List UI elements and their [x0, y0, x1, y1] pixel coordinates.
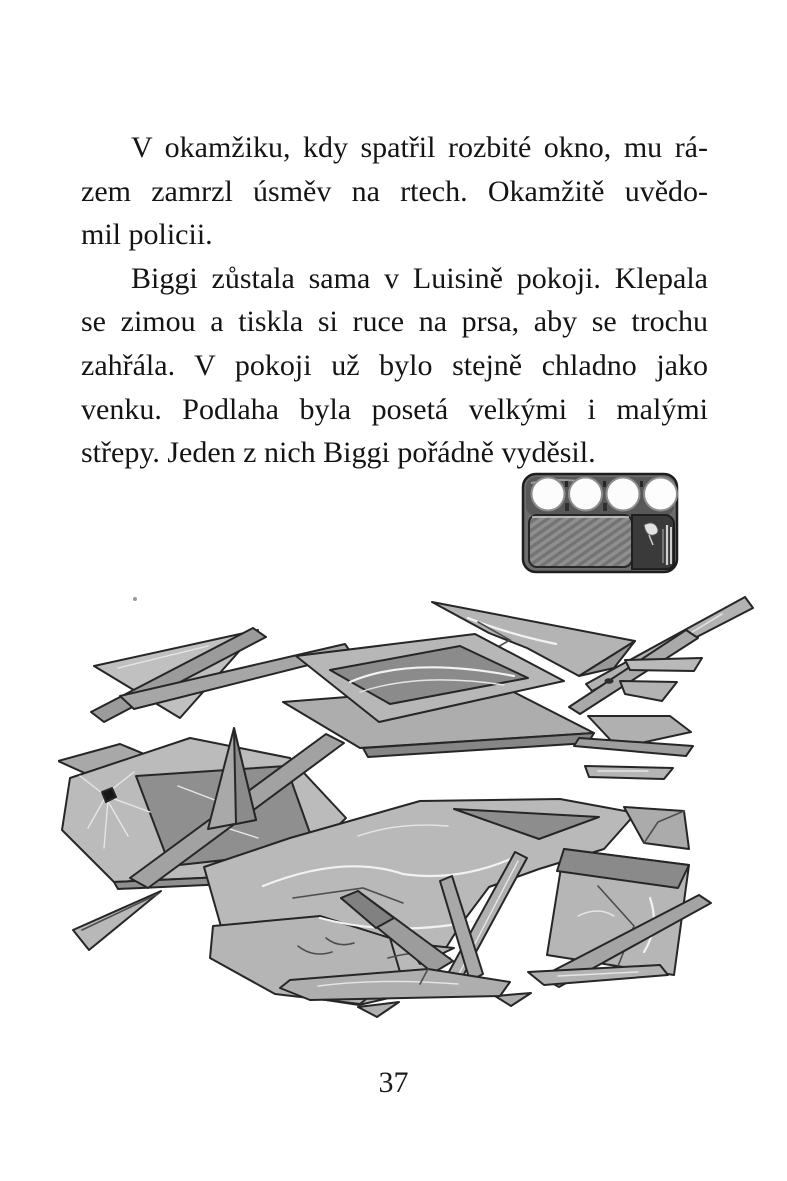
- page-number: 37: [378, 1066, 409, 1099]
- text-line: Biggi zůstala sama v Luisině pokoji. Klepala: [131, 261, 708, 295]
- text-line: zahřála. V pokoji už bylo stejně chladno jako: [81, 348, 708, 382]
- body-text: [81, 126, 708, 475]
- text-line: mil policii.: [81, 218, 213, 252]
- text-line: V okamžiku, kdy spatřil rozbité okno, mu rá-: [131, 131, 708, 164]
- text-line: se zimou a tiskla si ruce na prsa, aby se trochu: [81, 305, 708, 339]
- text-line: zem zamrzl úsměv na rtech. Okamžitě uvědo-: [81, 174, 708, 208]
- text-line: venku. Podlaha byla posetá velkými i malými: [81, 392, 708, 426]
- text-line: střepy. Jeden z nich Biggi pořádně vyděsil.: [81, 436, 596, 470]
- paintbox-illustration: [521, 467, 681, 577]
- broken-glass-illustration: [58, 586, 758, 1038]
